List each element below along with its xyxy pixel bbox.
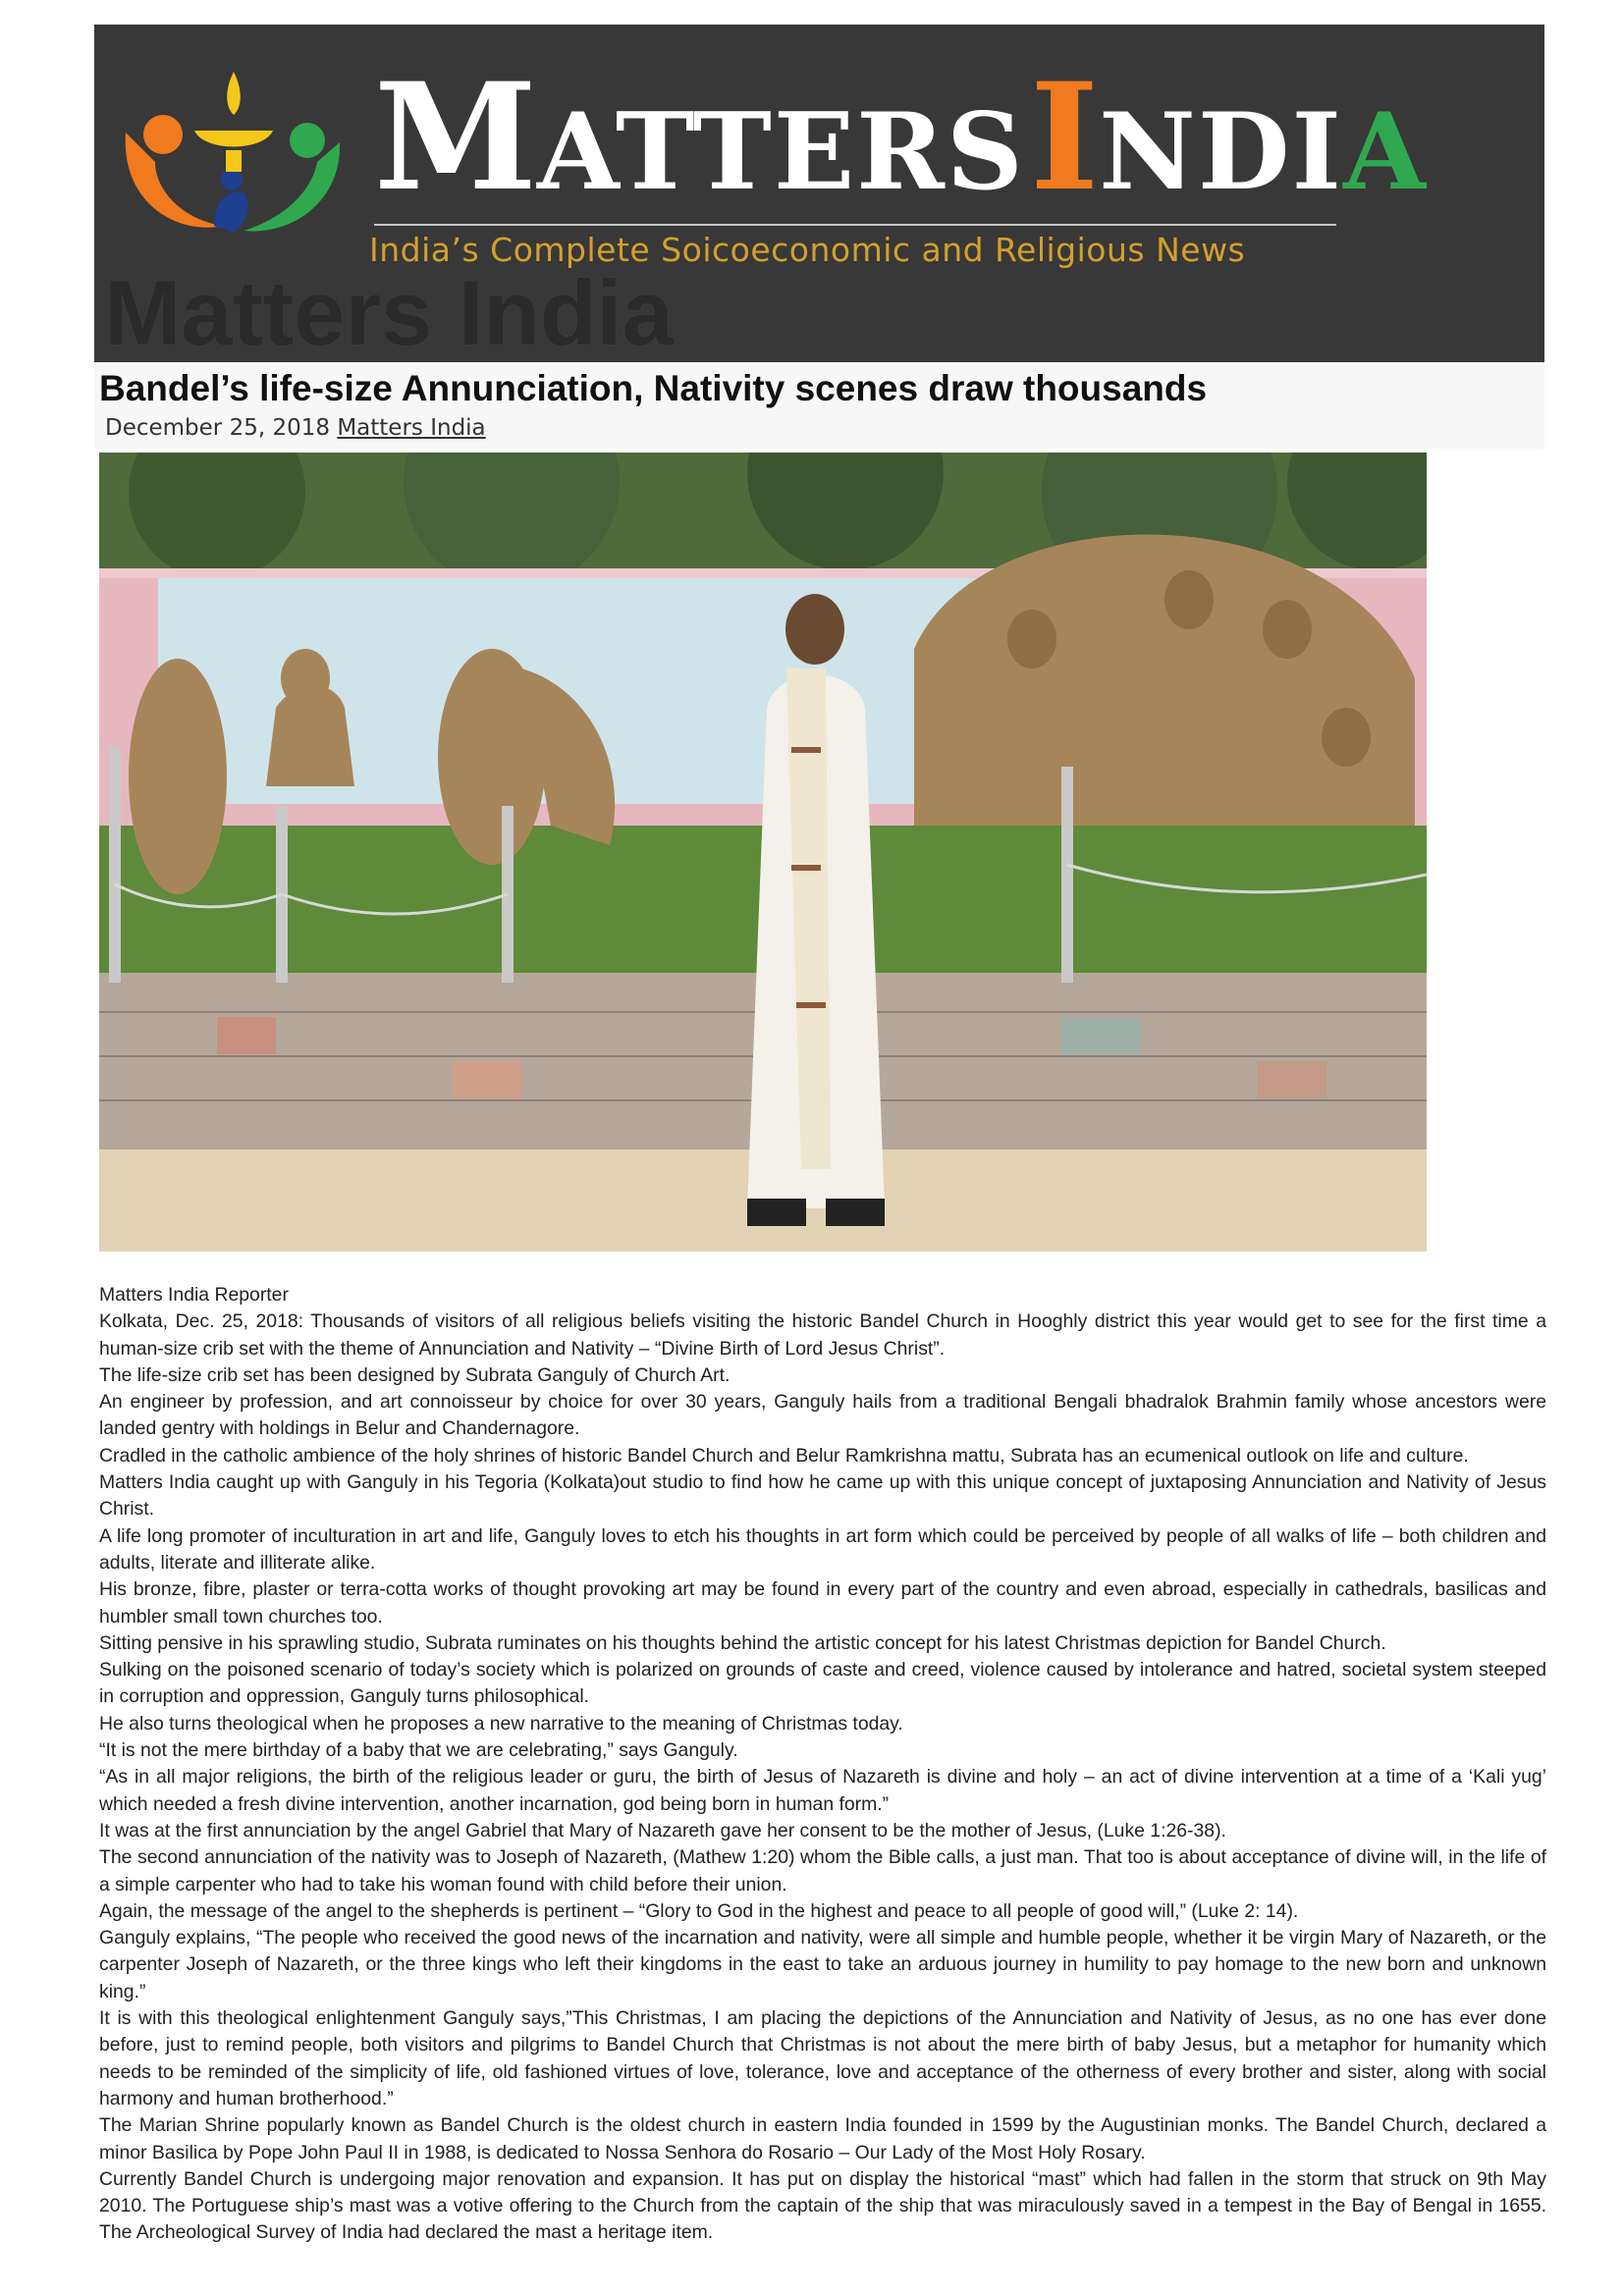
brand-letter-a: A	[1343, 90, 1428, 214]
paragraph: The Marian Shrine popularly known as Bandel Church is the oldest church in eastern India founded in 1599 by the Augustinian monks. The Bandel Church, declared a minor Basilica by Pope John Paul II in 1988, is dedicated to Nossa Senhora do Rosario – Our Lady of the Most Holy Rosary.	[99, 2114, 1546, 2163]
paragraph: Again, the message of the angel to the shepherds is pertinent – “Glory to God in the highest and peace to all people of good will,” (Luke 2: 14).	[99, 1899, 1299, 1922]
site-tagline: India’s Complete Soicoeconomic and Religious News	[369, 231, 1246, 269]
paragraph: Matters India Reporter	[99, 1284, 289, 1306]
paragraph: Kolkata, Dec. 25, 2018: Thousands of visitors of all religious beliefs visiting the historic Bandel Church in Hooghly district this year would get to see for the first time a human-size crib set with the theme of Annunciation and Nativity – “Divine Birth of Lord Jesus Christ”.	[99, 1310, 1546, 1360]
author-link[interactable]: Matters India	[337, 415, 486, 441]
article-title: Bandel’s life-size Annunciation, Nativity scenes draw thousands	[99, 368, 1208, 408]
paragraph: “It is not the mere birthday of a baby that we are celebrating,” says Ganguly.	[99, 1739, 738, 1762]
nativity-photo	[99, 453, 1427, 1252]
paragraph: The second annunciation of the nativity was to Joseph of Nazareth, (Mathew 1:20) whom the Bible calls, a just man. That too is about acceptance of divine will, in the life of a simple carpenter who had to take his woman found with child before their union.	[99, 1846, 1546, 1896]
paragraph: The life-size crib set has been designed by Subrata Ganguly of Church Art.	[99, 1363, 731, 1386]
brand-name	[374, 51, 1428, 240]
site-watermark: Matters India	[104, 261, 674, 362]
paragraph: He also turns theological when he proposes a new narrative to the meaning of Christmas today.	[99, 1712, 903, 1735]
article-header	[94, 362, 1544, 449]
brand-word-ndi: NDI	[1099, 90, 1344, 214]
paragraph: “As in all major religions, the birth of the religious leader or guru, the birth of Jesus of Nazareth is divine and holy – an act of divine intervention at a time of a ‘Kali yug’ which needed a fresh divine intervention, another incarnation, god being born in human form.”	[99, 1766, 1546, 1815]
paragraph: Sulking on the poisoned scenario of today’s society which is polarized on grounds of caste and creed, violence caused by intolerance and hatred, societal system steeped in corruption and oppression, Ganguly turns philosophical.	[99, 1659, 1546, 1708]
matters-india-logo-icon[interactable]	[116, 54, 352, 260]
brand-initial-i: I	[1029, 51, 1100, 224]
paragraph: A life long promoter of inculturation in art and life, Ganguly loves to etch his thoughts in art form which could be perceived by people of all walks of life – both children and adults, literate and illiterate alike.	[99, 1524, 1546, 1574]
site-header	[94, 25, 1544, 362]
article-byline	[105, 415, 486, 441]
paragraph: Ganguly explains, “The people who received the good news of the incarnation and nativity, were all simple and humble people, whether it be virgin Mary of Nazareth, or the carpenter Joseph of Nazareth, or the three kings who left their kingdoms in the east to take an arduous journey in humility to pay homage to the new born and unknown king.”	[99, 1927, 1546, 2002]
paragraph: An engineer by profession, and art connoisseur by choice for over 30 years, Ganguly hails from a traditional Bengali bhadralok Brahmin family whose ancestors were landed gentry with holdings in Belur and Chandernagore.	[99, 1391, 1546, 1440]
article-body	[99, 1282, 1546, 2247]
brand-word-matters: ATTERS	[537, 90, 1025, 214]
paragraph: It was at the first annunciation by the angel Gabriel that Mary of Nazareth gave her consent to be the mother of Jesus, (Luke 1:26-38).	[99, 1819, 1226, 1842]
paragraph: Matters India caught up with Ganguly in his Tegoria (Kolkata)out studio to find how he came up with this unique concept of juxtaposing Annunciation and Nativity of Jesus Christ.	[99, 1471, 1546, 1521]
article-date: December 25, 2018	[105, 415, 331, 441]
paragraph: Sitting pensive in his sprawling studio, Subrata ruminates on his thoughts behind the artistic concept for his latest Christmas depiction for Bandel Church.	[99, 1631, 1386, 1654]
brand-divider	[374, 224, 1336, 226]
brand-initial-m: M	[374, 51, 538, 224]
paragraph: His bronze, fibre, plaster or terra-cotta works of thought provoking art may be found in every part of the country and even abroad, especially in cathedrals, basilicas and humbler small town churches too.	[99, 1578, 1546, 1628]
paragraph: Cradled in the catholic ambience of the holy shrines of historic Bandel Church and Belur Ramkrishna mattu, Subrata has an ecumenical outlook on life and culture.	[99, 1444, 1469, 1467]
paragraph: Currently Bandel Church is undergoing major renovation and expansion. It has put on display the historical “mast” which had fallen in the storm that struck on 9th May 2010. The Portuguese ship’s mast was a votive offering to the Church from the captain of the ship that was miraculously saved in a tempest in the Bay of Bengal in 1655. The Archeological Survey of India had declared the mast a heritage item.	[99, 2167, 1546, 2244]
paragraph: It is with this theological enlightenment Ganguly says,”This Christmas, I am placing the depictions of the Annunciation and Nativity of Jesus, as no one has ever done before, just to remind people, both visitors and pilgrims to Bandel Church that Christmas is not about the mere birth of baby Jesus, but a metaphor for humanity which needs to be reminded of the simplicity of life, old fashioned virtues of love, tolerance, love and acceptance of the otherness of every brother and sister, along with social harmony and human brotherhood.”	[99, 2007, 1546, 2109]
